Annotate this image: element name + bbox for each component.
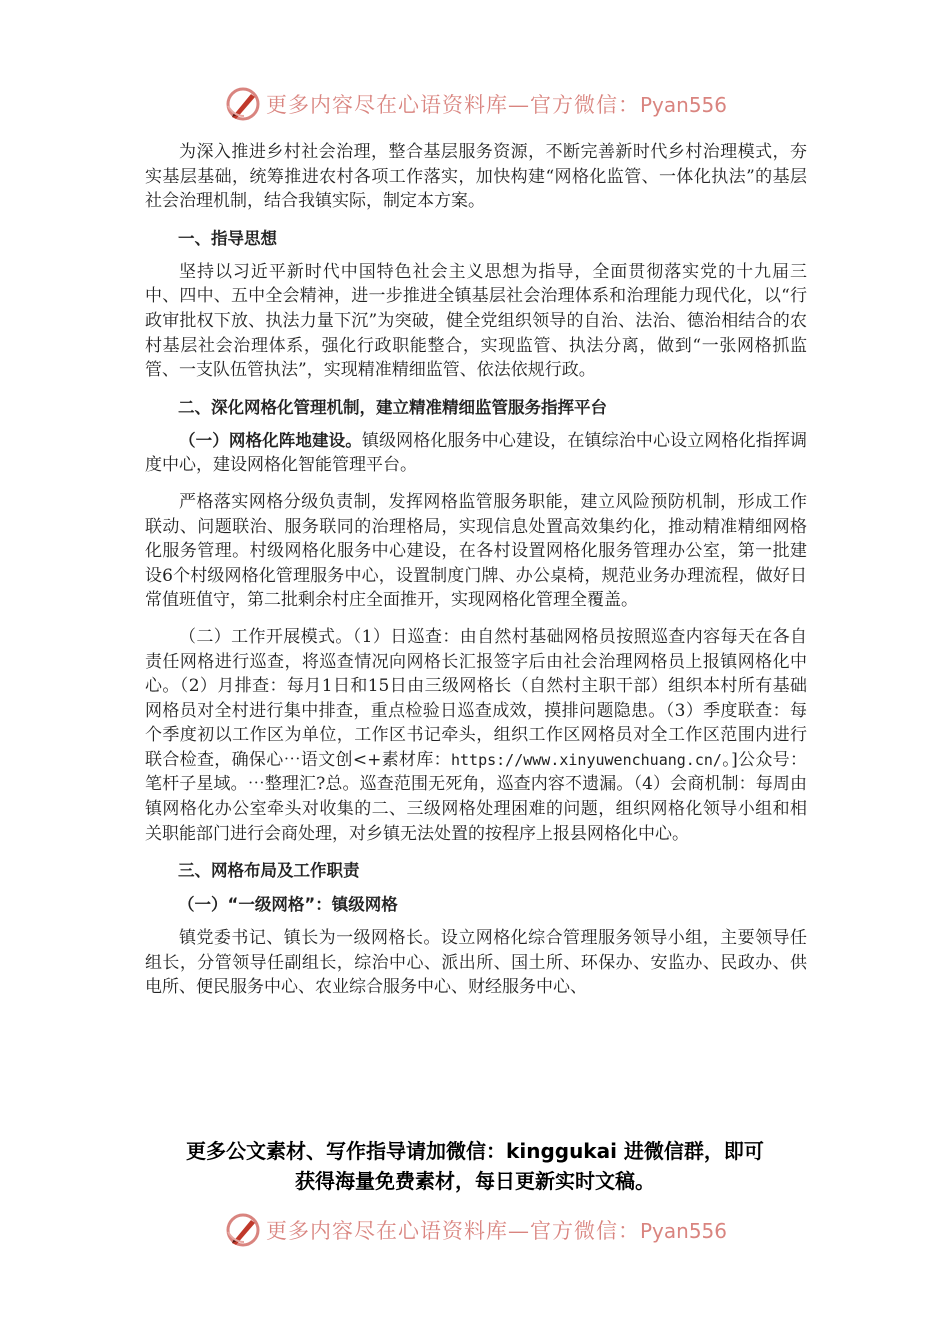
notice-line2: 获得海量免费素材，每日更新实时文稿。	[295, 1169, 655, 1193]
section2-sub1-lead: （一）网格化阵地建设。	[179, 430, 362, 450]
section1-heading: 一、指导思想	[178, 228, 277, 248]
wechat-notice	[120, 1136, 830, 1196]
footer-watermark-banner	[0, 1210, 950, 1250]
section3-heading: 三、网格布局及工作职责	[178, 861, 360, 881]
section2-sub2-paragraph: （二）工作开展模式。（1）日巡查：由自然村基础网格员按照巡查内容每天在各自责任网格进行巡查，将巡查情况向网格长汇报签字后由社会治理网格员上报镇网格化中心。（2）月排查：每月1日和15日由三级网格长（自然村主职干部）组织本村所有基础网格员对全村进行集中排查，重点检验日巡查成效，摸排问题隐患。（3）季度联查：每个季度初以工作区为单位，工作区书记牵头，组织工作区网格员对全工作区范围内进行联合检查，确保心⋯语文创<+素材库：https://www.xinyuwenchuang.cn/。]公众号：笔杆子星域。⋯整理汇?总。巡查范围无死角，巡查内容不遗漏。（4）会商机制：每周由镇网格化办公室牵头对收集的二、三级网格处理困难的问题，组织网格化领导小组和相关职能部门进行会商处理，对乡镇无法处置的按程序上报县网格化中心。	[145, 626, 807, 844]
section2-sub1-paragraph	[145, 429, 807, 478]
document-body	[145, 140, 807, 1000]
section3-sub1-heading: （一）“一级网格”：镇级网格	[178, 895, 398, 915]
source-url: https://www.xinyuwenchuang.cn/	[450, 750, 722, 769]
banner-text: 更多内容尽在心语资料库—官方微信：Pyan556	[266, 1219, 728, 1243]
header-watermark-banner	[0, 84, 950, 124]
banner-text: 更多内容尽在心语资料库—官方微信：Pyan556	[266, 93, 728, 117]
section2-paragraph2: 严格落实网格分级负责制，发挥网格监管服务职能，建立风险预防机制，形成工作联动、问题联治、服务联同的治理格局，实现信息处置高效集约化，推动精准精细网格化服务管理。村级网格化服务中心建设，在各村设置网格化服务管理办公室，第一批建设6个村级网格化管理服务中心，设置制度门牌、办公桌椅，规范业务办理流程，做好日常值班值守，第二批剩余村庄全面推开，实现网格化管理全覆盖。	[145, 491, 807, 611]
pen-logo-icon	[224, 86, 262, 122]
pen-logo-icon	[224, 1212, 262, 1248]
section3-paragraph: 镇党委书记、镇长为一级网格长。设立网格化综合管理服务领导小组，主要领导任组长，分管领导任副组长，综治中心、派出所、国土所、环保办、安监办、民政办、供电所、便民服务中心、农业综合服务中心、财经服务中心、	[145, 928, 807, 998]
intro-paragraph: 为深入推进乡村社会治理，整合基层服务资源，不断完善新时代乡村治理模式，夯实基层基础，统筹推进农村各项工作落实，加快构建“网格化监管、一体化执法”的基层社会治理机制，结合我镇实际，制定本方案。	[145, 142, 807, 212]
notice-line1: 更多公文素材、写作指导请加微信：kinggukai 进微信群，即可	[186, 1139, 764, 1163]
section2-heading: 二、深化网格化管理机制，建立精准精细监管服务指挥平台	[178, 397, 607, 417]
section2-sub1-text: 镇级网格化服务中心建设，在镇综治中心设立网格化指挥调度中心，建设网格化智能管理平台。	[145, 430, 807, 476]
section1-paragraph: 坚持以习近平新时代中国特色社会主义思想为指导，全面贯彻落实党的十九届三中、四中、五中全会精神，进一步推进全镇基层社会治理体系和治理能力现代化，以“行政审批权下放、执法力量下沉”为突破，健全党组织领导的自治、法治、德治相结合的农村基层社会治理体系，强化行政职能整合，实现监管、执法分离，做到“一张网格抓监管、一支队伍管执法”，实现精准精细监管、依法依规行政。	[145, 261, 807, 381]
